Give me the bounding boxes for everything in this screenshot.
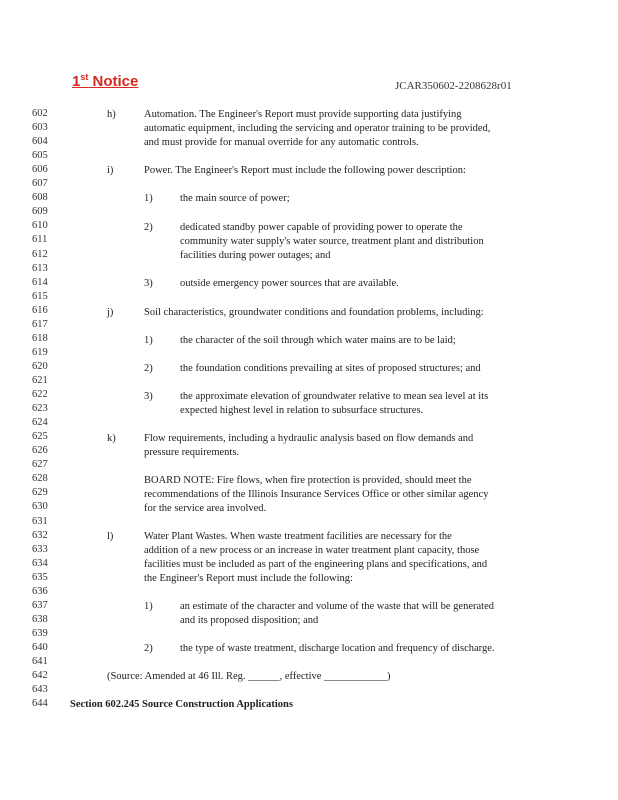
line-number: 627 bbox=[32, 459, 48, 471]
item-i1-text: the main source of power; bbox=[180, 193, 290, 204]
item-j3-line-2: expected highest level in relation to subsurface structures. bbox=[180, 405, 424, 416]
notice-label: 1st Notice bbox=[72, 72, 139, 90]
item-j3-label: 3) bbox=[144, 391, 153, 402]
item-l1-label: 1) bbox=[144, 601, 153, 612]
item-i1-label: 1) bbox=[144, 193, 153, 204]
item-l2-text: the type of waste treatment, discharge location and frequency of discharge. bbox=[180, 643, 495, 654]
item-j2-text: the foundation conditions prevailing at sites of proposed structures; and bbox=[180, 363, 481, 374]
item-j1-label: 1) bbox=[144, 335, 153, 346]
line-number: 619 bbox=[32, 346, 48, 358]
line-number: 634 bbox=[32, 557, 48, 569]
item-l-line-2: addition of a new process or an increase in water treatment plant capacity, those bbox=[144, 545, 480, 556]
line-number: 602 bbox=[32, 108, 48, 119]
line-number: 636 bbox=[32, 585, 48, 597]
item-j3-line-1: the approximate elevation of groundwater relative to mean sea level at its bbox=[180, 391, 489, 402]
item-j1-text: the character of the soil through which water mains are to be laid; bbox=[180, 335, 456, 346]
item-h-line-3: and must provide for manual override for any automatic controls. bbox=[144, 137, 419, 148]
line-number: 629 bbox=[32, 487, 48, 499]
item-l1-line-2: and its proposed disposition; and bbox=[180, 615, 319, 626]
item-h-line-2: automatic equipment, including the servicing and operator training to be provided, bbox=[144, 123, 491, 134]
line-number: 611 bbox=[32, 234, 48, 246]
line-number: 633 bbox=[32, 543, 48, 555]
board-note-line-1: BOARD NOTE: Fire flows, when fire protection is provided, should meet the bbox=[144, 475, 472, 486]
item-l-label: l) bbox=[107, 531, 114, 542]
item-l-line-1: Water Plant Wastes. When waste treatment facilities are necessary for the bbox=[144, 531, 452, 542]
item-i-text: Power. The Engineer's Report must include the following power description: bbox=[144, 165, 466, 176]
item-l-line-3: facilities must be included as part of the engineering plans and specifications, and bbox=[144, 559, 488, 570]
line-number: 640 bbox=[32, 641, 48, 653]
line-number: 631 bbox=[32, 515, 48, 527]
line-number: 623 bbox=[32, 403, 48, 415]
item-i3-text: outside emergency power sources that are available. bbox=[180, 278, 399, 289]
item-j-label: j) bbox=[107, 307, 114, 318]
line-number: 612 bbox=[32, 248, 48, 260]
line-number: 604 bbox=[32, 136, 48, 148]
line-number: 621 bbox=[32, 374, 48, 386]
item-i-label: i) bbox=[107, 165, 114, 176]
line-number: 617 bbox=[32, 318, 48, 330]
line-number: 608 bbox=[32, 192, 48, 204]
item-k-label: k) bbox=[107, 433, 116, 444]
source-note: (Source: Amended at 46 Ill. Reg. ______, effective ____________) bbox=[107, 671, 391, 682]
item-i2-line-3: facilities during power outages; and bbox=[180, 250, 331, 261]
line-number: 639 bbox=[32, 627, 48, 639]
item-i2-label: 2) bbox=[144, 222, 153, 233]
line-number: 628 bbox=[32, 473, 48, 485]
item-j-text: Soil characteristics, groundwater conditions and foundation problems, including: bbox=[144, 307, 484, 318]
item-i3-label: 3) bbox=[144, 278, 153, 289]
board-note-line-3: for the service area involved. bbox=[144, 503, 267, 514]
line-number: 638 bbox=[32, 613, 48, 625]
line-number: 620 bbox=[32, 360, 48, 372]
line-number: 643 bbox=[32, 684, 48, 696]
line-number: 610 bbox=[32, 220, 48, 232]
line-number: 626 bbox=[32, 445, 48, 457]
board-note-line-2: recommendations of the Illinois Insurance Services Office or other similar agency bbox=[144, 489, 489, 500]
line-number: 625 bbox=[32, 431, 48, 443]
item-l1-line-1: an estimate of the character and volume of the waste that will be generated bbox=[180, 601, 494, 612]
item-k-line-2: pressure requirements. bbox=[144, 447, 240, 458]
item-i2-line-2: community water supply's water source, treatment plant and distribution bbox=[180, 236, 484, 247]
document-id: JCAR350602-2208628r01 bbox=[395, 80, 512, 92]
line-number: 622 bbox=[32, 389, 48, 400]
line-number: 624 bbox=[32, 417, 48, 429]
item-l2-label: 2) bbox=[144, 643, 153, 654]
line-number: 635 bbox=[32, 571, 48, 583]
line-number: 609 bbox=[32, 206, 48, 218]
item-h-label: h) bbox=[107, 109, 116, 120]
item-l-line-4: the Engineer's Report must include the following: bbox=[144, 573, 353, 584]
line-number: 641 bbox=[32, 656, 48, 667]
line-number: 615 bbox=[32, 290, 48, 302]
section-heading: Section 602.245 Source Construction Applications bbox=[70, 699, 293, 710]
item-j2-label: 2) bbox=[144, 363, 153, 374]
line-number: 603 bbox=[32, 122, 48, 133]
line-number: 630 bbox=[32, 501, 48, 513]
line-number: 606 bbox=[32, 164, 48, 176]
line-number: 613 bbox=[32, 262, 48, 274]
item-k-line-1: Flow requirements, including a hydraulic analysis based on flow demands and bbox=[144, 433, 474, 444]
line-number: 637 bbox=[32, 599, 48, 611]
line-number: 607 bbox=[32, 178, 48, 190]
line-number: 644 bbox=[32, 698, 48, 710]
line-number: 605 bbox=[32, 150, 48, 162]
item-h-line-1: Automation. The Engineer's Report must provide supporting data justifying bbox=[144, 109, 462, 120]
line-number: 614 bbox=[32, 276, 48, 288]
line-number: 616 bbox=[32, 304, 48, 316]
line-number: 642 bbox=[32, 670, 48, 681]
line-number: 618 bbox=[32, 332, 48, 344]
line-number: 632 bbox=[32, 529, 48, 541]
item-i2-line-1: dedicated standby power capable of providing power to operate the bbox=[180, 222, 463, 233]
